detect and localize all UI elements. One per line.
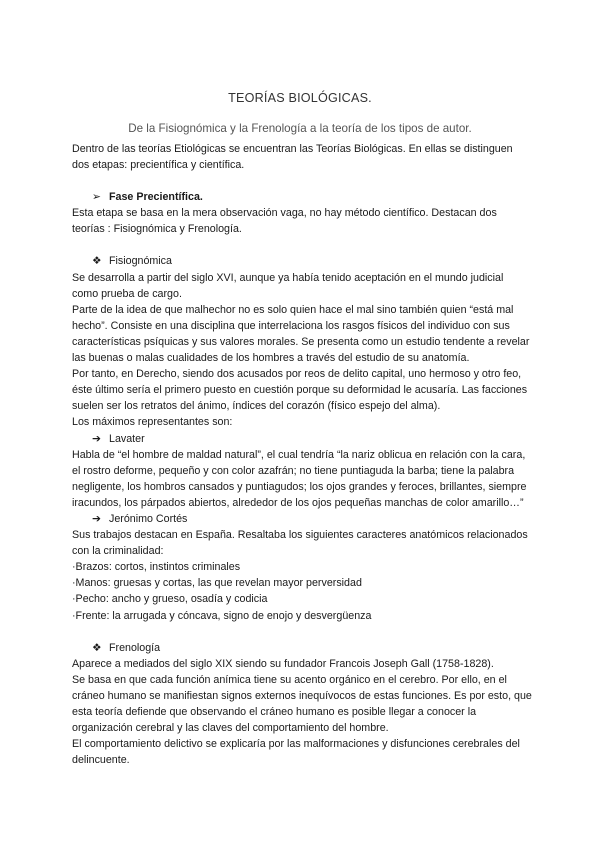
frenologia-paragraph-2: Se basa en que cada función anímica tiene su acento orgánico en el cerebro. Por ello, en el cráneo humano se manifiestan signos externos inequívocos de estas funciones. Es por esto, que esta teoría defiende que observando el cráneo humano es posible llegar a conocer la organización cerebral y las claves del comportamiento del hombre. — [72, 673, 532, 735]
document-body — [72, 141, 532, 768]
fase-paragraph: Esta etapa se basa en la mera observación vaga, no hay método científico. Destacan dos teorías : Fisiognómica y Frenología. — [72, 207, 497, 236]
frenologia-paragraph-3: El comportamiento delictivo se explicaría por las malformaciones y disfunciones cerebrales del delincuente. — [72, 738, 520, 767]
list-item: ·Frente: la arrugada y cóncava, signo de enojo y desvergüenza — [72, 609, 372, 622]
list-item: ·Pecho: ancho y grueso, osadía y codicia — [72, 593, 268, 606]
cortes-paragraph: Sus trabajos destacan en España. Resaltaba los siguientes caracteres anatómicos relacionados con la criminalidad: — [72, 529, 528, 558]
lavater-name: Lavater — [109, 432, 145, 445]
list-item: ·Brazos: cortos, instintos criminales — [72, 561, 241, 574]
page-title: TEORÍAS BIOLÓGICAS. — [228, 91, 372, 105]
fase-heading-text: Fase Precientífica. — [109, 191, 203, 204]
fisiognomica-paragraph-4: Los máximos representantes son: — [72, 416, 233, 429]
diamond-bullet-icon: ❖ — [92, 641, 102, 654]
intro-paragraph: Dentro de las teorías Etiológicas se encuentran las Teorías Biológicas. En ellas se distinguen dos etapas: precientífica y científica. — [72, 143, 513, 172]
page-subtitle: De la Fisiognómica y la Frenología a la teoría de los tipos de autor. — [128, 122, 472, 135]
cortes-name: Jerónimo Cortés — [109, 512, 188, 525]
frenologia-heading-text: Frenología — [109, 641, 161, 654]
arrow-bullet-icon: ➔ — [92, 432, 101, 445]
frenologia-paragraph-1: Aparece a mediados del siglo XIX siendo su fundador Francois Joseph Gall (1758-1828). — [72, 657, 494, 670]
section-heading-frenologia — [72, 640, 532, 656]
lavater-paragraph: Habla de “el hombre de maldad natural”, el cual tendría “la nariz oblicua en relación con la cara, el rostro deforme, pequeño y con color azafrán; no tiene puntiaguda la barba; tiene la palabra negligente, los hombros cansados y puntiagudos; los ojos grandes y feroces, brillantes, siempre iracundos, los párpados abiertos, alrededor de los ojos pequeñas manchas de color amarillo…” — [72, 448, 527, 509]
list-item: ·Manos: gruesas y cortas, las que revelan mayor perversidad — [72, 577, 362, 590]
fisiognomica-heading-text: Fisiognómica — [109, 255, 172, 268]
arrowhead-bullet-icon: ➢ — [92, 191, 101, 204]
fisiognomica-paragraph-2: Parte de la idea de que malhechor no es solo quien hace el mal sino también quien “está mal hecho”. Consiste en una disciplina que interrelaciona los rasgos físicos del individuo con sus características psíquicas y sus valores morales. Se presenta como un estudio tendente a revelar las buenas o malas cualidades de los hombres a través del estudio de su anatomía. — [72, 303, 530, 365]
subheading-lavater — [72, 431, 532, 447]
fisiognomica-paragraph-3: Por tanto, en Derecho, siendo dos acusados por reos de delito capital, uno hermoso y otro feo, éste último sería el primero puesto en cuestión porque su deformidad le acusaría. Las facciones suelen ser los retratos del ánimo, índices del corazón (físico espejo del alma). — [72, 368, 528, 413]
section-heading-fisiognomica — [72, 253, 532, 269]
diamond-bullet-icon: ❖ — [92, 255, 102, 268]
arrow-bullet-icon: ➔ — [92, 512, 101, 525]
section-heading-fase — [72, 189, 532, 205]
fisiognomica-paragraph-1: Se desarrolla a partir del siglo XVI, aunque ya había tenido aceptación en el mundo judicial como prueba de cargo. — [72, 271, 504, 300]
subheading-cortes — [72, 511, 532, 527]
